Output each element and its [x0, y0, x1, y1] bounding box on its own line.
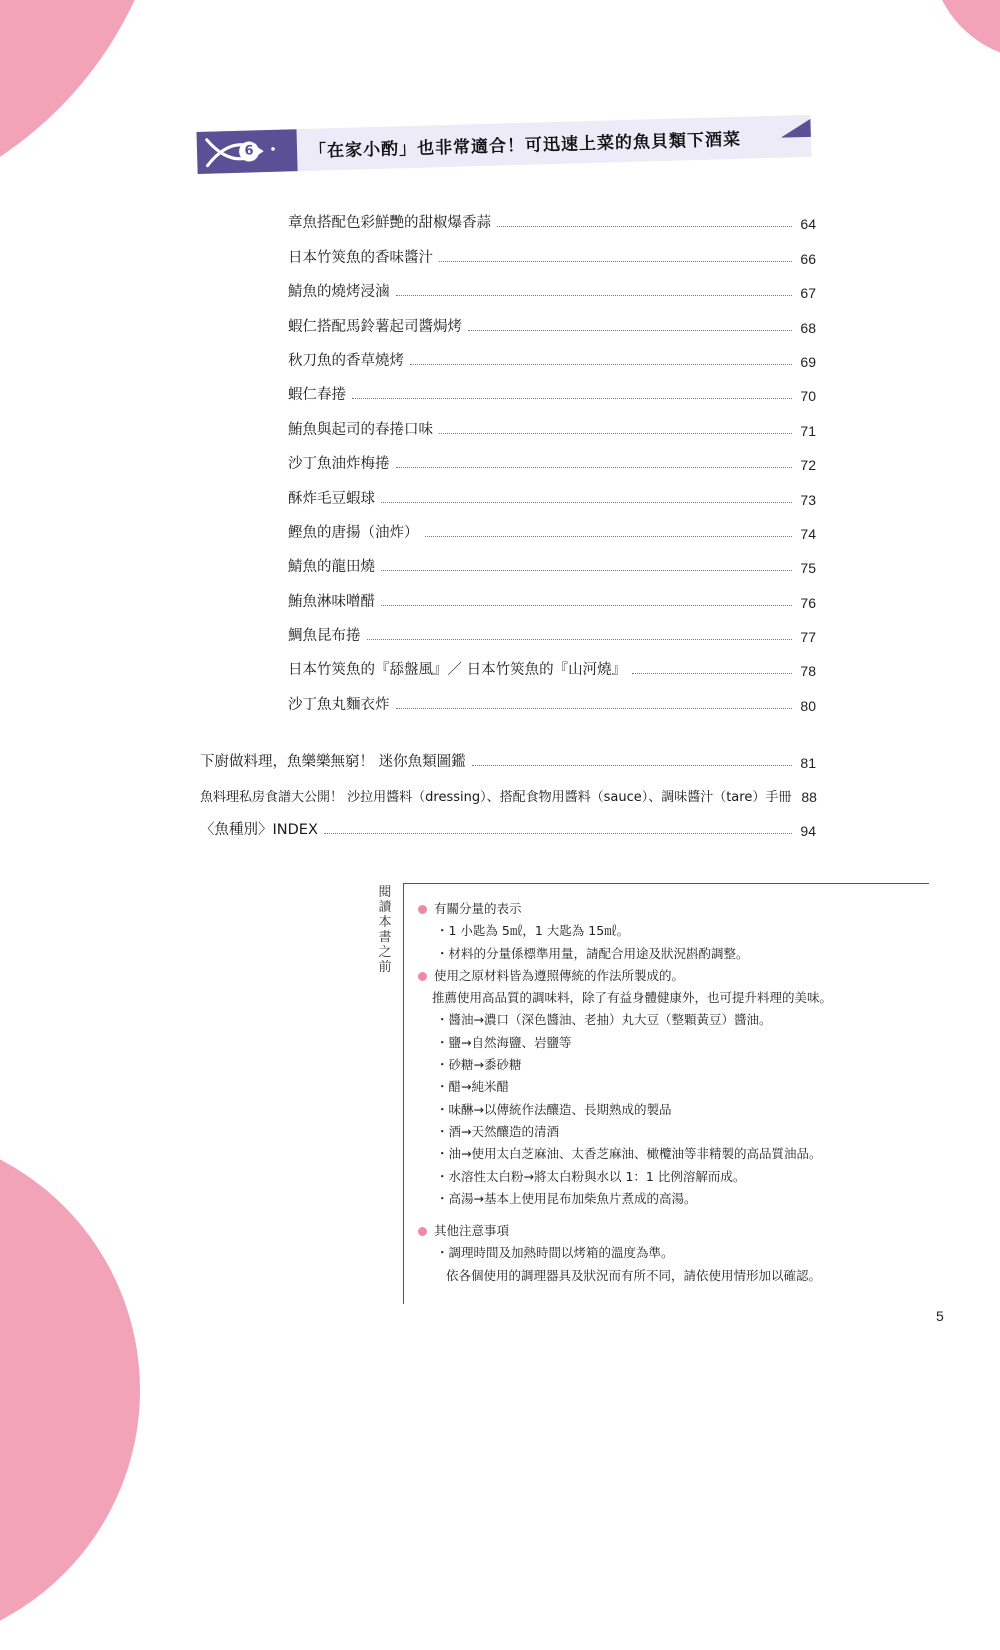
- ingredient-line: ・醬油→濃口（深色醬油、老抽）丸大豆（整顆黃豆）醬油。: [436, 1012, 772, 1028]
- toc-entry: [200, 771, 816, 805]
- toc-entry: [288, 404, 816, 438]
- toc-entry-page: 70: [800, 388, 816, 405]
- toc-entry-page: 74: [800, 525, 816, 542]
- toc-entry-title: 下廚做料理，魚樂樂無窮！ 迷你魚類圖鑑: [200, 754, 466, 770]
- toc-entry: [288, 576, 816, 610]
- toc-entry: [288, 645, 816, 679]
- dot-leader: [497, 226, 792, 227]
- ingredient-line: ・味醂→以傳統作法釀造、長期熟成的製品: [436, 1101, 672, 1117]
- toc-entry-page: 64: [800, 216, 816, 233]
- toc-entry-page: 76: [800, 594, 816, 611]
- section-number: 6: [239, 141, 260, 162]
- toc-entry: [288, 439, 816, 473]
- dot-leader: [396, 295, 793, 296]
- ingredient-line: ・酒→天然釀造的清酒: [436, 1123, 559, 1139]
- toc-entry-title: 〈魚種別〉INDEX: [200, 822, 318, 838]
- note-line: ・1 小匙為 5㎖，1 大匙為 15㎖。: [436, 923, 630, 939]
- toc-entry-title: 鯖魚的燒烤浸滷: [288, 284, 390, 301]
- note-line: ・材料的分量係標準用量，請配合用途及狀況斟酌調整。: [436, 945, 749, 961]
- notes-label: 閱讀本書之前: [378, 885, 392, 975]
- toc-entry-title: 蝦仁搭配馬鈴薯起司醬焗烤: [288, 318, 462, 335]
- dot-leader: [352, 398, 792, 399]
- ingredient-line: ・醋→純米醋: [436, 1079, 509, 1095]
- dot-leader: [472, 765, 792, 766]
- toc-entry: [288, 370, 816, 404]
- toc-entry-title: 秋刀魚的香草燒烤: [288, 352, 404, 369]
- dot-leader: [367, 639, 793, 640]
- toc-entry-title: 魚料理私房食譜大公開！ 沙拉用醬料（dressing）、搭配食物用醬料（sauce）、調味醬汁（tare）手冊: [200, 790, 792, 805]
- banner-notch: [780, 119, 810, 138]
- bullet-icon: [418, 1227, 427, 1236]
- toc-entry-title: 鰹魚的唐揚（油炸）: [288, 524, 419, 541]
- ingredient-list: [416, 1009, 936, 1210]
- dot-leader: [410, 364, 792, 365]
- toc-entry: [288, 473, 816, 507]
- reading-notes: [416, 898, 936, 1287]
- recipe-list: [288, 198, 816, 714]
- toc-entry: [288, 198, 816, 232]
- toc-entry-page: 75: [800, 560, 816, 577]
- dot-leader: [396, 467, 793, 468]
- toc-entry-page: 88: [801, 789, 817, 805]
- dot-leader: [381, 605, 792, 606]
- bullet-icon: [418, 972, 427, 981]
- section-badge: [197, 129, 298, 174]
- toc-entry-page: 77: [800, 629, 816, 646]
- note-line: 推薦使用高品質的調味料，除了有益身體健康外，也可提升料理的美味。: [432, 990, 833, 1006]
- section-banner: [196, 97, 818, 178]
- toc-entry: [288, 336, 816, 370]
- toc-entry-page: 69: [800, 353, 816, 370]
- note-line: ・調理時間及加熱時間以烤箱的溫度為準。: [436, 1245, 674, 1261]
- dot-leader: [381, 570, 792, 571]
- toc-entry-page: 68: [800, 319, 816, 336]
- note-heading: [416, 1220, 936, 1242]
- toc-entry-title: 蝦仁春捲: [288, 387, 346, 404]
- dot-leader: [396, 708, 793, 709]
- toc-entry-page: 78: [800, 663, 816, 680]
- dot-leader: [324, 833, 792, 834]
- notes-side-rule: [403, 884, 404, 1304]
- toc-entry: [200, 737, 816, 771]
- ingredient-line: ・油→使用太白芝麻油、太香芝麻油、橄欖油等非精製的高品質油品。: [436, 1146, 822, 1162]
- bullet-icon: [418, 905, 427, 914]
- note-line: 依各個使用的調理器具及狀況而有所不同，請依使用情形加以確認。: [446, 1267, 822, 1283]
- toc-entry: [288, 679, 816, 713]
- toc-entry-page: 94: [800, 823, 816, 839]
- toc-entry-page: 73: [800, 491, 816, 508]
- toc-entry-page: 71: [800, 422, 816, 439]
- toc-entry: [288, 267, 816, 301]
- corner-decoration-bottom-left: [0, 1130, 140, 1650]
- toc-entry: [288, 508, 816, 542]
- other-heading: 其他注意事項: [434, 1223, 510, 1239]
- toc-entry-title: 日本竹筴魚的『舔盤風』／ 日本竹筴魚的『山河燒』: [288, 662, 627, 679]
- toc-entry: [288, 611, 816, 645]
- ingredient-line: ・砂糖→黍砂糖: [436, 1057, 522, 1073]
- toc-entry-title: 沙丁魚丸麵衣炸: [288, 696, 390, 713]
- toc-entry-page: 80: [800, 697, 816, 714]
- toc-entry-title: 鯛魚昆布捲: [288, 628, 361, 645]
- dot-leader: [381, 502, 792, 503]
- ingredients-heading: 使用之原材料皆為遵照傳統的作法所製成的。: [434, 967, 685, 983]
- note-heading: [416, 965, 936, 987]
- section-title: 「在家小酌」也非常適合！可迅速上菜的魚貝類下酒菜: [308, 129, 742, 162]
- corner-decoration-top-right: [930, 0, 1000, 60]
- toc-entry-title: 酥炸毛豆蝦球: [288, 490, 375, 507]
- dot-leader: [468, 330, 792, 331]
- quantity-heading: 有關分量的表示: [434, 901, 522, 916]
- page-number: 5: [936, 1308, 944, 1324]
- extra-contents-list: [200, 737, 816, 839]
- toc-entry: [288, 232, 816, 266]
- toc-entry-title: 沙丁魚油炸梅捲: [288, 456, 390, 473]
- ingredient-line: ・水溶性太白粉→將太白粉與水以 1：1 比例溶解而成。: [436, 1168, 746, 1184]
- toc-entry-title: 鯖魚的龍田燒: [288, 559, 375, 576]
- toc-entry: [200, 805, 816, 839]
- toc-entry-page: 67: [800, 285, 816, 302]
- toc-entry-title: 日本竹筴魚的香味醬汁: [288, 249, 433, 266]
- corner-decoration-top-left: [0, 0, 170, 220]
- toc-entry-title: 鮪魚與起司的春捲口味: [288, 421, 433, 438]
- dot-leader: [425, 536, 793, 537]
- dot-leader: [632, 673, 792, 674]
- dot-leader: [439, 433, 792, 434]
- toc-entry-page: 72: [800, 457, 816, 474]
- toc-entry-page: 66: [800, 250, 816, 267]
- toc-entry-title: 鮪魚淋味噌醋: [288, 593, 375, 610]
- toc-entry-title: 章魚搭配色彩鮮艷的甜椒爆香蒜: [288, 215, 491, 232]
- toc-entry: [288, 301, 816, 335]
- toc-entry: [288, 542, 816, 576]
- notes-top-rule: [403, 883, 929, 884]
- ingredient-line: ・鹽→自然海鹽、岩鹽等: [436, 1034, 572, 1050]
- toc-entry-page: 81: [800, 755, 816, 771]
- note-heading: [416, 898, 936, 920]
- dot-leader: [439, 261, 792, 262]
- ingredient-line: ・高湯→基本上使用昆布加柴魚片煮成的高湯。: [436, 1190, 697, 1206]
